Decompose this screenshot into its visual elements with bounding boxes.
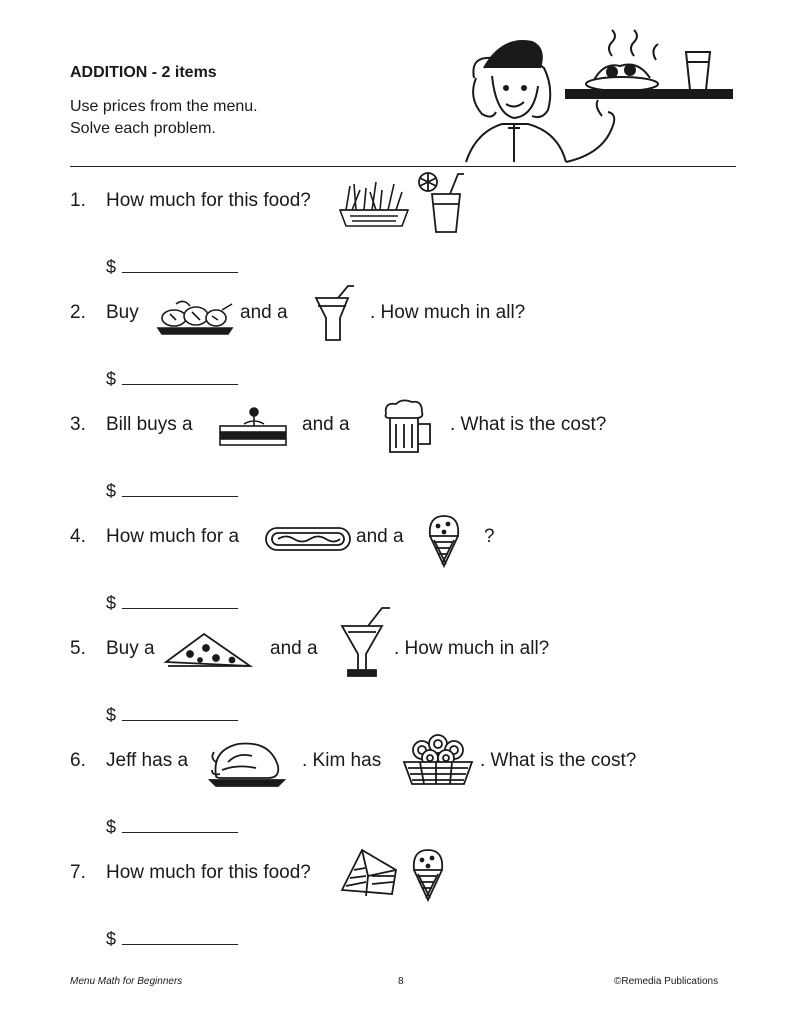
- dollar-sign: $: [106, 929, 117, 949]
- ice-cream-cone-icon: [426, 512, 462, 568]
- answer-blank[interactable]: [122, 928, 238, 945]
- question-text: and a: [240, 302, 288, 323]
- header-divider: [70, 166, 736, 167]
- question-number: 4.: [70, 526, 86, 547]
- cake-slice-icon: [338, 846, 400, 898]
- question-number: 6.: [70, 750, 86, 771]
- dollar-sign: $: [106, 593, 117, 613]
- ice-cream-cone-icon: [410, 846, 446, 902]
- question-text: Buy: [106, 302, 139, 323]
- question-number: 1.: [70, 190, 86, 211]
- answer-6: [106, 816, 238, 838]
- club-sandwich-icon: [218, 406, 290, 448]
- answer-blank[interactable]: [122, 480, 238, 497]
- question-text: Bill buys a: [106, 414, 193, 435]
- question-text: and a: [270, 638, 318, 659]
- question-text: . How much in all?: [394, 638, 550, 659]
- root-beer-mug-icon: [382, 398, 438, 456]
- question-7: [70, 852, 750, 892]
- waitress-illustration: [462, 28, 740, 164]
- question-text: . Kim has: [302, 750, 382, 771]
- question-number: 3.: [70, 414, 86, 435]
- milkshake-icon: [336, 606, 394, 678]
- footer-book-title: Menu Math for Beginners: [70, 976, 183, 987]
- answer-blank[interactable]: [122, 256, 238, 273]
- dollar-sign: $: [106, 257, 117, 277]
- question-1: [70, 180, 750, 220]
- question-number: 7.: [70, 862, 86, 883]
- instruction-line-1: Use prices from the menu.: [70, 98, 258, 115]
- dollar-sign: $: [106, 817, 117, 837]
- question-text: and a: [302, 414, 350, 435]
- fries-icon: [336, 180, 412, 228]
- hot-dog-icon: [264, 522, 352, 556]
- question-4: [70, 516, 750, 556]
- pizza-slice-icon: [162, 632, 254, 670]
- answer-1: [106, 256, 238, 278]
- worksheet-title: ADDITION - 2 items: [70, 64, 217, 81]
- chicken-wings-icon: [156, 298, 234, 334]
- answer-2: [106, 368, 238, 390]
- answer-blank[interactable]: [122, 816, 238, 833]
- answer-blank[interactable]: [122, 592, 238, 609]
- instructions: [70, 96, 258, 140]
- question-text: How much for this food?: [106, 862, 311, 883]
- answer-5: [106, 704, 238, 726]
- answer-blank[interactable]: [122, 368, 238, 385]
- question-text: ?: [484, 526, 495, 547]
- question-6: [70, 740, 750, 780]
- roast-chicken-icon: [208, 736, 286, 786]
- question-text: Buy a: [106, 638, 155, 659]
- instruction-line-2: Solve each problem.: [70, 120, 216, 137]
- footer-copyright: ©Remedia Publications: [614, 976, 719, 987]
- answer-blank[interactable]: [122, 704, 238, 721]
- answer-7: [106, 928, 238, 950]
- question-3: [70, 404, 750, 444]
- question-text: . How much in all?: [370, 302, 526, 323]
- page-number: 8: [398, 976, 404, 987]
- soda-cup-icon: [310, 284, 360, 342]
- answer-3: [106, 480, 238, 502]
- onion-rings-basket-icon: [400, 734, 476, 786]
- lemonade-icon: [416, 170, 476, 234]
- question-text: . What is the cost?: [480, 750, 637, 771]
- question-text: How much for this food?: [106, 190, 311, 211]
- question-number: 2.: [70, 302, 86, 323]
- answer-4: [106, 592, 238, 614]
- dollar-sign: $: [106, 369, 117, 389]
- question-text: Jeff has a: [106, 750, 189, 771]
- dollar-sign: $: [106, 705, 117, 725]
- question-2: [70, 292, 750, 332]
- question-text: . What is the cost?: [450, 414, 607, 435]
- dollar-sign: $: [106, 481, 117, 501]
- question-number: 5.: [70, 638, 86, 659]
- question-text: How much for a: [106, 526, 240, 547]
- question-5: [70, 628, 750, 668]
- question-text: and a: [356, 526, 404, 547]
